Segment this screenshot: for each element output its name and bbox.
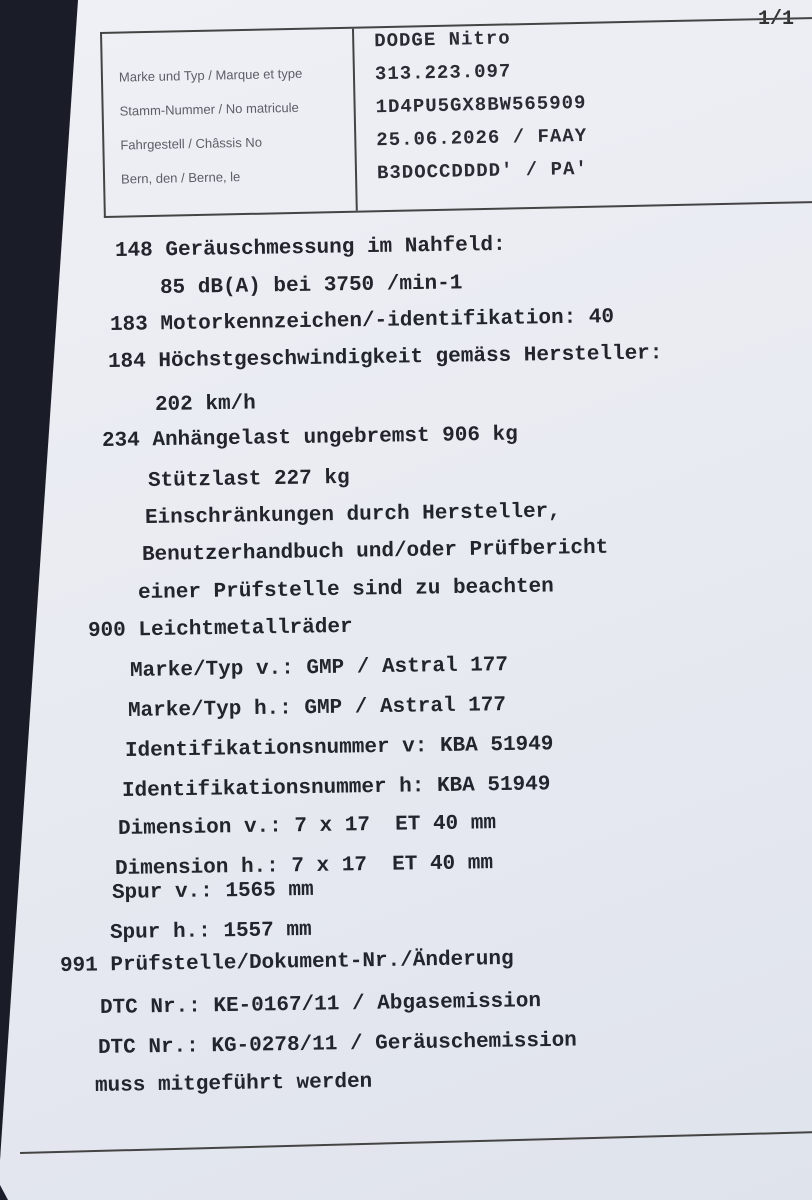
line-234: 234 Anhängelast ungebremst 906 kg xyxy=(101,423,519,453)
label-chassis-number: Fahrgestell / Châssis No xyxy=(120,134,263,153)
line-991: 991 Prüfstelle/Dokument-Nr./Änderung xyxy=(59,947,514,978)
value-chassis-number: 1D4PU5GX8BW565909 xyxy=(375,91,587,119)
line-183: 183 Motorkennzeichen/-identifikation: 40 xyxy=(109,306,615,337)
line-234-note-1: Einschränkungen durch Hersteller, xyxy=(144,500,562,530)
value-registry-number: 313.223.097 xyxy=(374,60,512,86)
line-900-front-dim: Dimension v.: 7 x 17 ET 40 mm xyxy=(117,812,497,841)
line-184-value: 202 km/h xyxy=(154,392,256,417)
label-place-date: Bern, den / Berne, le xyxy=(120,169,241,187)
label-make-type: Marke und Typ / Marque et type xyxy=(118,65,303,85)
line-148-value: 85 dB(A) bei 3750 /min-1 xyxy=(159,272,463,300)
line-991-noise: DTC Nr.: KG-0278/11 / Geräuschemission xyxy=(97,1029,578,1060)
line-900-rear-dim: Dimension h.: 7 x 17 ET 40 mm xyxy=(114,852,494,881)
line-148: 148 Geräuschmessung im Nahfeld: xyxy=(114,233,506,263)
line-900-rear-id: Identifikationsnummer h: KBA 51949 xyxy=(121,773,551,803)
line-234-note-2: Benutzerhandbuch und/oder Prüfbericht xyxy=(141,536,609,567)
header-labels xyxy=(119,66,305,206)
line-900-rear-type: Marke/Typ h.: GMP / Astral 177 xyxy=(127,694,507,723)
header-divider xyxy=(352,29,358,211)
line-900-front-track: Spur v.: 1565 mm xyxy=(111,878,314,905)
label-registry-number: Stamm-Nummer / No matricule xyxy=(119,99,299,119)
value-date: 25.06.2026 / FAAY xyxy=(376,124,588,152)
line-900-front-id: Identifikationsnummer v: KBA 51949 xyxy=(124,733,554,763)
header-values xyxy=(374,26,588,195)
header-table xyxy=(100,17,812,218)
line-900-front-type: Marke/Typ v.: GMP / Astral 177 xyxy=(129,654,509,683)
value-code: B3DOCCDDDD' / PA' xyxy=(376,157,589,185)
line-234-note-3: einer Prüfstelle sind zu beachten xyxy=(137,575,555,605)
line-184: 184 Höchstgeschwindigkeit gemäss Hersteller: xyxy=(107,342,663,374)
line-900: 900 Leichtmetallräder xyxy=(87,615,353,643)
value-make-type: DODGE Nitro xyxy=(374,27,511,53)
line-900-rear-track: Spur h.: 1557 mm xyxy=(109,918,312,945)
line-991-exhaust: DTC Nr.: KE-0167/11 / Abgasemission xyxy=(99,990,542,1020)
line-991-note: muss mitgeführt werden xyxy=(94,1070,373,1098)
page-number: 1/1 xyxy=(758,8,795,31)
line-234-support: Stützlast 227 kg xyxy=(147,466,350,493)
